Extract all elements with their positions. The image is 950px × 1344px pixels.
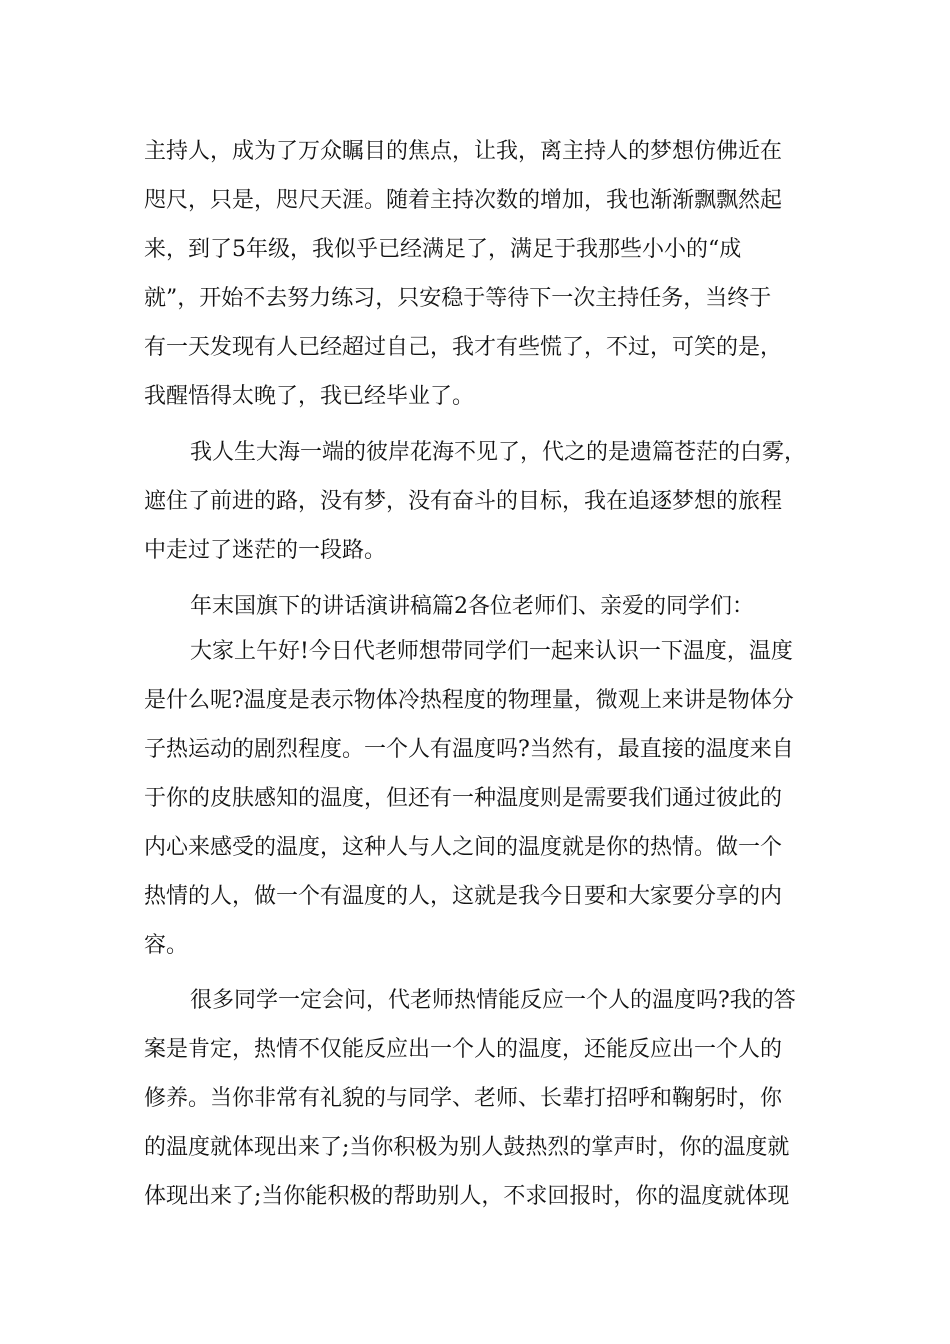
text-line: 修养。当你非常有礼貌的与同学、老师、长辈打招呼和鞠躬时，你 <box>144 1086 783 1111</box>
text-line: 是什么呢?温度是表示物体冷热程度的物理量，微观上来讲是物体分 <box>144 688 794 713</box>
text-line: 体现出来了;当你能积极的帮助别人，不求回报时，你的温度就体现 <box>144 1184 790 1209</box>
text-line: 子热运动的剧烈程度。一个人有温度吗?当然有，最直接的温度来自 <box>144 737 794 762</box>
section-heading-line: 年末国旗下的讲话演讲稿篇2各位老师们、亲爱的同学们： <box>190 594 754 619</box>
text-line: 案是肯定，热情不仅能反应出一个人的温度，还能反应出一个人的 <box>144 1037 783 1062</box>
paragraph-first-line: 大家上午好!今日代老师想带同学们一起来认识一下温度，温度 <box>190 639 793 664</box>
text-line: 有一天发现有人已经超过自己，我才有些慌了，不过，可笑的是， <box>144 335 783 360</box>
text-line: 咫尺，只是，咫尺天涯。随着主持次数的增加，我也渐渐飘飘然起 <box>144 188 783 213</box>
text-line: 来，到了5年级，我似乎已经满足了，满足于我那些小小的“成 <box>144 237 742 262</box>
text-line: 遮住了前进的路，没有梦，没有奋斗的目标，我在追逐梦想的旅程 <box>144 489 783 514</box>
text-line: 中走过了迷茫的一段路。 <box>144 538 387 563</box>
text-line: 于你的皮肤感知的温度，但还有一种温度则是需要我们通过彼此的 <box>144 786 783 811</box>
text-line: 主持人，成为了万众瞩目的焦点，让我，离主持人的梦想仿佛近在 <box>144 139 783 164</box>
text-line: 热情的人，做一个有温度的人，这就是我今日要和大家要分享的内 <box>144 884 783 909</box>
text-line: 我醒悟得太晚了，我已经毕业了。 <box>144 384 475 409</box>
paragraph-first-line: 很多同学一定会问，代老师热情能反应一个人的温度吗?我的答 <box>190 988 796 1013</box>
paragraph-first-line: 我人生大海一端的彼岸花海不见了，代之的是遗篇苍茫的白雾， <box>190 440 807 465</box>
text-line: 容。 <box>144 933 189 958</box>
text-line: 就”，开始不去努力练习，只安稳于等待下一次主持任务，当终于 <box>144 286 772 311</box>
text-line: 的温度就体现出来了;当你积极为别人鼓热烈的掌声时，你的温度就 <box>144 1135 790 1160</box>
text-line: 内心来感受的温度，这种人与人之间的温度就是你的热情。做一个 <box>144 835 783 860</box>
